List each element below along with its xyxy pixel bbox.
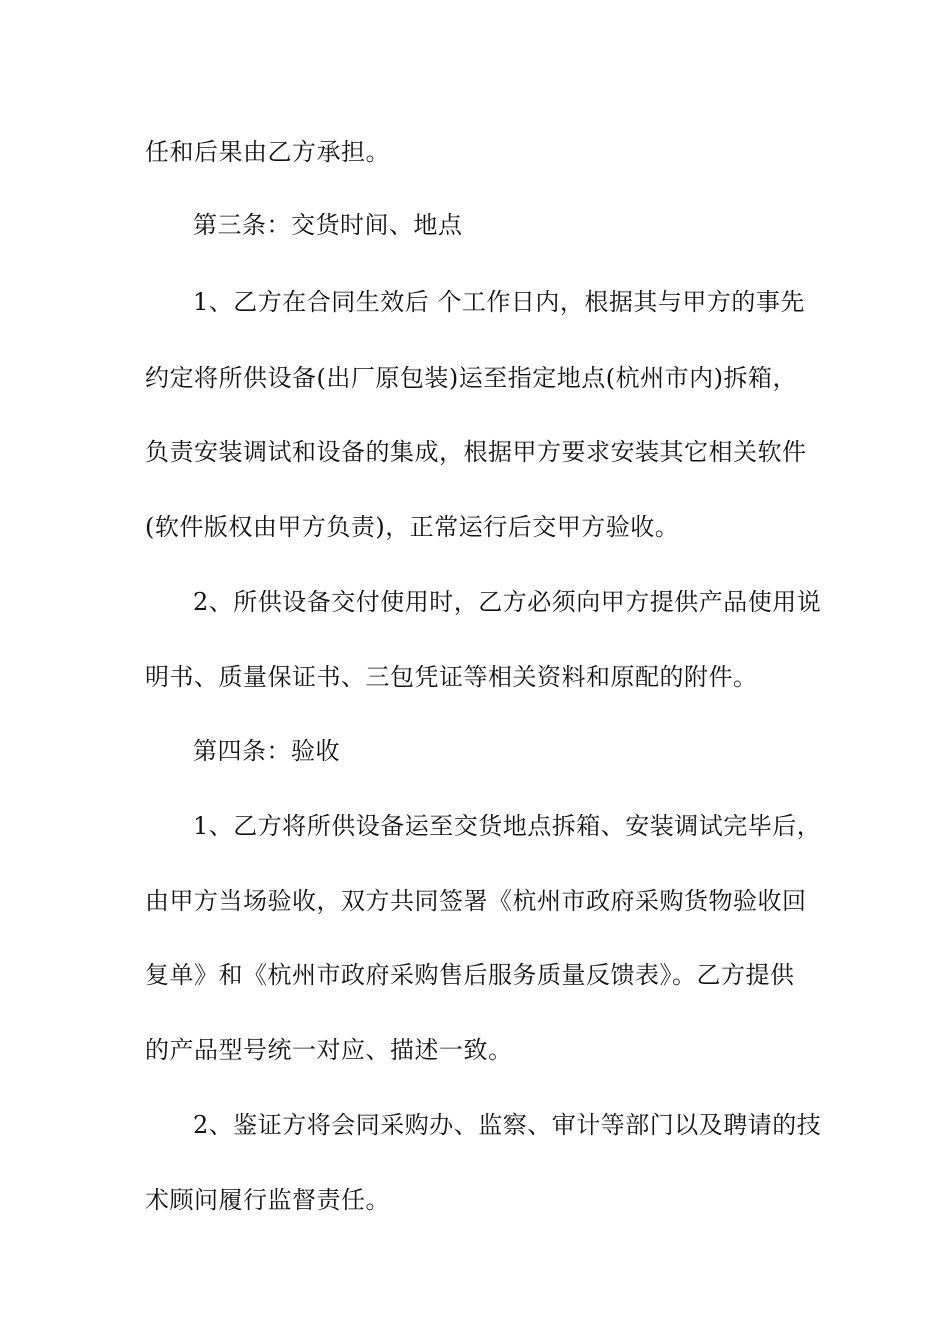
text-line: 术顾问履行监督责任。: [145, 1186, 390, 1214]
text-line: 的产品型号统一对应、描述一致。: [145, 1036, 513, 1064]
text-line: 复单》和《杭州市政府采购售后服务质量反馈表》。乙方提供: [145, 961, 795, 989]
text-line: 明书、质量保证书、三包凭证等相关资料和原配的附件。: [145, 663, 758, 691]
text-line: 2、所供设备交付使用时，乙方必须向甲方提供产品使用说: [193, 588, 822, 616]
section-heading: 第四条：验收: [193, 737, 340, 765]
text-line: 任和后果由乙方承担。: [145, 138, 390, 166]
text-line: (软件版权由甲方负责)，正常运行后交甲方验收。: [145, 513, 680, 541]
text-line: 负责安装调试和设备的集成，根据甲方要求安装其它相关软件: [145, 438, 807, 466]
text-line: 由甲方当场验收，双方共同签署《杭州市政府采购货物验收回: [145, 887, 807, 915]
section-heading: 第三条：交货时间、地点: [193, 211, 463, 239]
text-line: 2、鉴证方将会同采购办、监察、审计等部门以及聘请的技: [193, 1111, 822, 1139]
text-line: 1、乙方将所供设备运至交货地点拆箱、安装调试完毕后，: [193, 812, 822, 840]
text-line: 1、乙方在合同生效后 个工作日内，根据其与甲方的事先: [193, 288, 805, 316]
text-line: 约定将所供设备(出厂原包装)运至指定地点(杭州市内)拆箱，: [145, 364, 797, 392]
